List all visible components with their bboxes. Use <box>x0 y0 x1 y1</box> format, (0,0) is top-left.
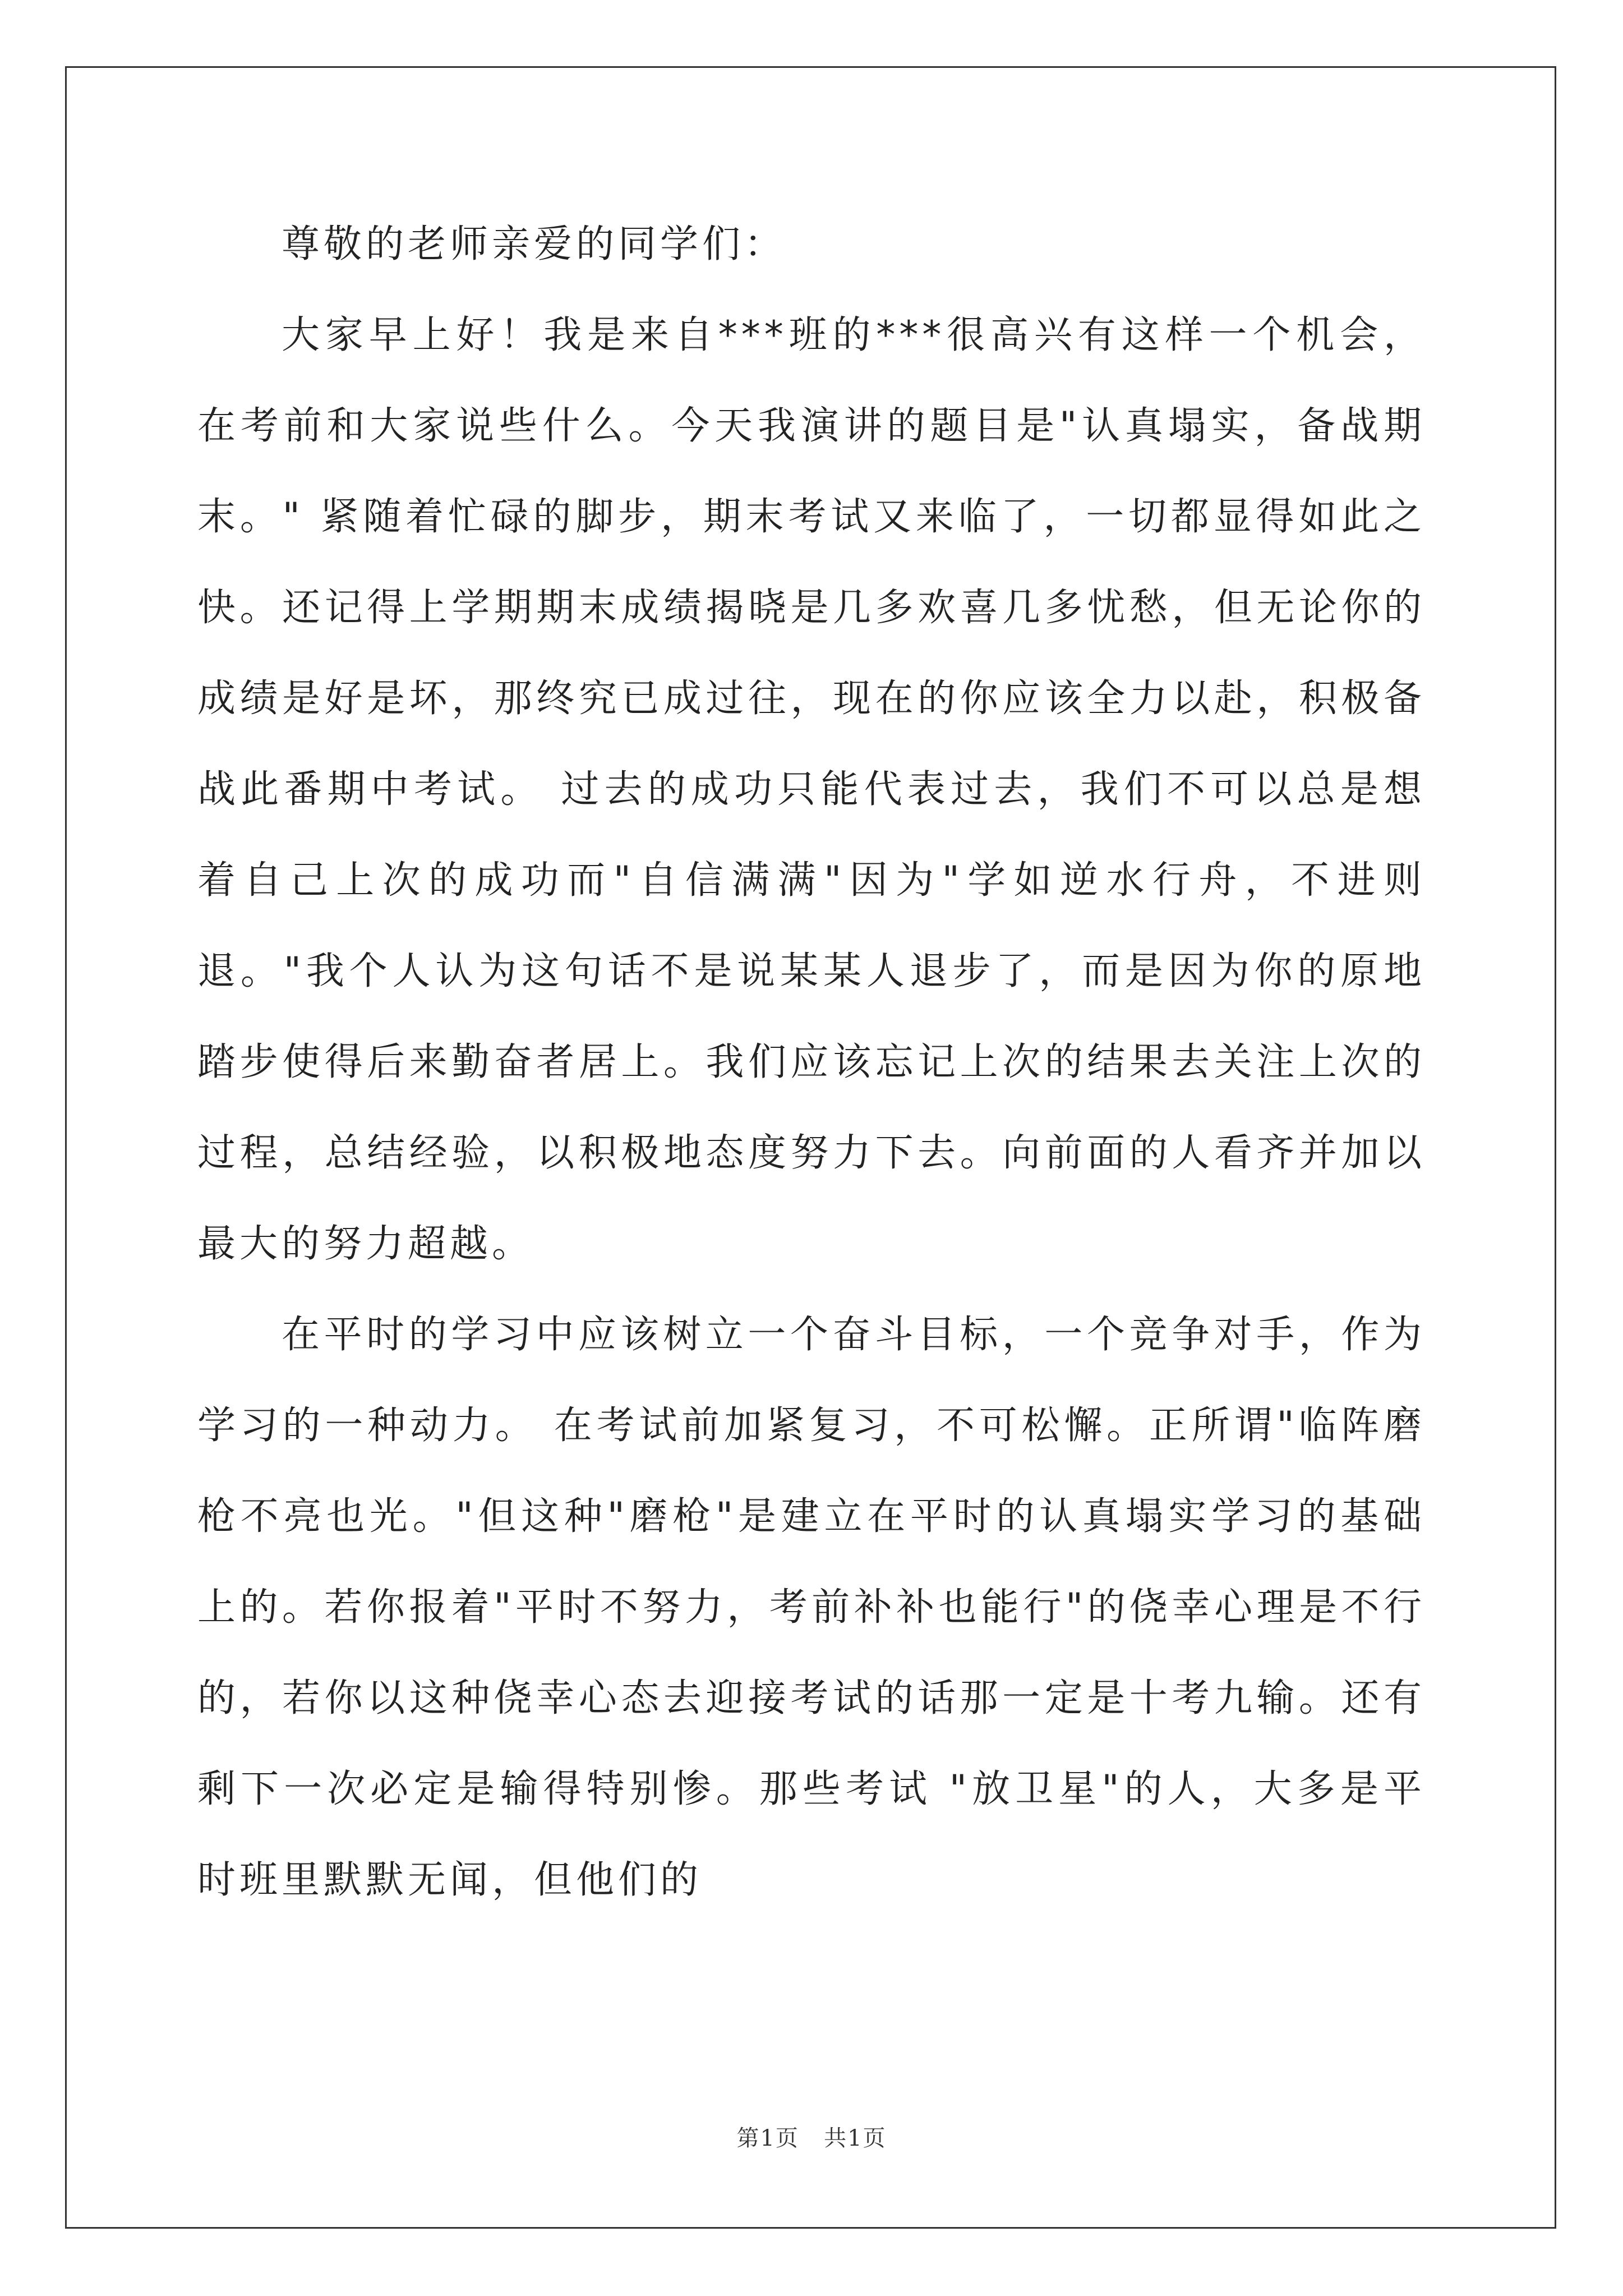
paragraph-salutation: 尊敬的老师亲爱的同学们： <box>282 222 787 266</box>
paragraph-2: 在平时的学习中应该树立一个奋斗目标，一个竞争对手，作为学习的一种动力。 在考试前加紧复习，不可松懈。正所谓"临阵磨枪不亮也光。"但这种"磨枪"是建立在平时的认真塌实学习的基础上的。若你报着"平时不努力，考前补补也能行"的侥幸心理是不行的，若你以这种侥幸心态去迎接考试的话那一定是十考九输。还有剩下一次必定是输得特别惨。那些考试 "放卫星"的人，大多是平时班里默默无闻，但他们的 <box>197 1313 1426 1902</box>
document-body <box>197 199 1426 1926</box>
page-total: 共1页 <box>824 2125 887 2151</box>
paragraph-1: 大家早上好！我是来自***班的***很高兴有这样一个机会，在考前和大家说些什么。今天我演讲的题目是"认真塌实，备战期末。" 紧随着忙碌的脚步，期末考试又来临了，一切都显得如此之快。还记得上学期期末成绩揭晓是几多欢喜几多忧愁，但无论你的成绩是好是坏，那终究已成过往，现在的你应该全力以赴，积极备战此番期中考试。 过去的成功只能代表过去，我们不可以总是想着自己上次的成功而"自信满满"因为"学如逆水行舟，不进则退。"我个人认为这句话不是说某某人退步了，而是因为你的原地踏步使得后来勤奋者居上。我们应该忘记上次的结果去关注上次的过程，总结经验，以积极地态度努力下去。向前面的人看齐并加以最大的努力超越。 <box>197 313 1426 1266</box>
page-number: 第1页 <box>736 2125 799 2151</box>
page-footer <box>0 2120 1623 2152</box>
